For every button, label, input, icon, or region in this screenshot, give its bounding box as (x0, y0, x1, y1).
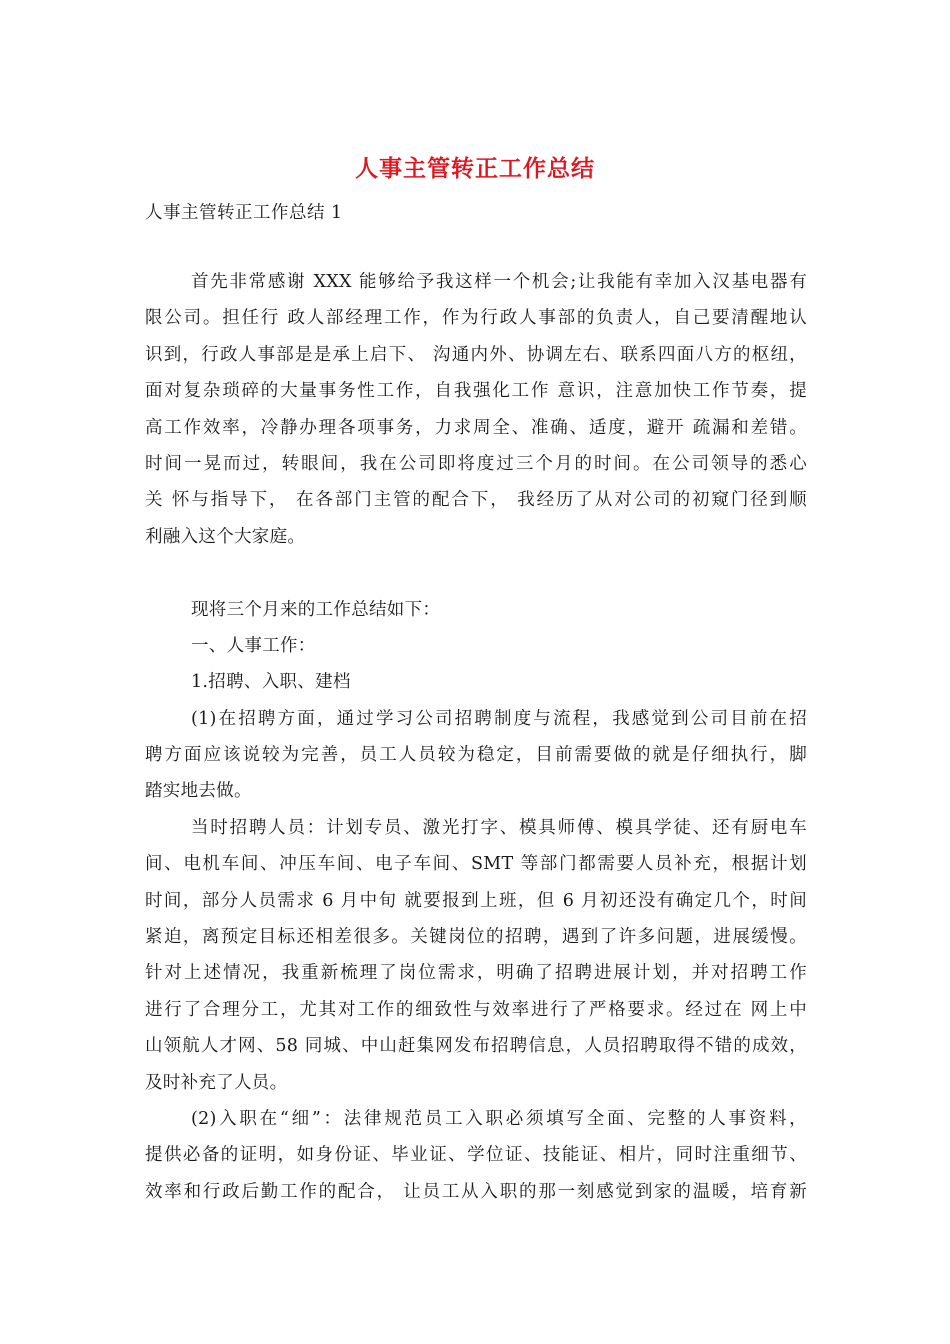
text-line: (2)入职在“细”：法律规范员工入职必须填写全面、完整的人事资料， (191, 1108, 807, 1129)
text-line: (1)在招聘方面，通过学习公司招聘制度与流程，我感觉到公司目前在招 (191, 708, 807, 729)
text-line: 识到，行政人事部是是承上启下、 沟通内外、协调左右、联系四面八方的枢纽， (145, 344, 807, 365)
text-line: 首先非常感谢 XXX 能够给予我这样一个机会;让我能有幸加入汉基电器有 (191, 272, 807, 292)
text-line: 山领航人才网、58 同城、中山赶集网发布招聘信息，人员招聘取得不错的成效， (145, 1036, 807, 1057)
document-title: 人事主管转正工作总结 (355, 155, 595, 182)
text-line: 关 怀与指导下， 在各部门主管的配合下， 我经历了从对公司的初窥门径到顺 (145, 490, 807, 511)
text-line: 紧迫，离预定目标还相差很多。关键岗位的招聘，遇到了许多问题，进展缓慢。 (145, 927, 807, 948)
document-subtitle: 人事主管转正工作总结 1 (145, 203, 343, 223)
text-line: 及时补充了人员。 (145, 1072, 288, 1093)
text-line: 利融入这个大家庭。 (145, 526, 306, 547)
text-line: 当时招聘人员：计划专员、激光打字、模具师傅、模具学徒、还有厨电车 (191, 817, 807, 838)
text-line: 面对复杂琐碎的大量事务性工作，自我强化工作 意识，注意加快工作节奏，提 (145, 381, 807, 402)
text-line: 提供必备的证明，如身份证、毕业证、学位证、技能证、相片，同时注重细节、 (145, 1145, 807, 1166)
text-line: 聘方面应该说较为完善，员工人员较为稳定，目前需要做的就是仔细执行，脚 (145, 745, 807, 766)
text-line: 针对上述情况，我重新梳理了岗位需求，明确了招聘进展计划，并对招聘工作 (145, 963, 807, 984)
text-line: 1.招聘、入职、建档 (191, 672, 351, 693)
text-line: 踏实地去做。 (145, 781, 252, 802)
document-body (145, 264, 807, 1210)
text-line: 间、电机车间、冲压车间、电子车间、SMT 等部门都需要人员补充，根据计划 (145, 854, 807, 875)
text-line: 进行了合理分工，尤其对工作的细致性与效率进行了严格要求。经过在 网上中 (145, 999, 807, 1020)
paragraph-gap (145, 555, 807, 591)
text-line: 效率和行政后勤工作的配合， 让员工从入职的那一刻感觉到家的温暖，培育新 (145, 1181, 807, 1202)
text-line: 限公司。担任行 政人部经理工作，作为行政人事部的负责人，自己要清醒地认 (145, 308, 807, 329)
text-line: 一、人事工作： (191, 635, 316, 656)
text-line: 现将三个月来的工作总结如下： (191, 599, 441, 620)
text-line: 时间，部分人员需求 6 月中旬 就要报到上班，但 6 月初还没有确定几个，时间 (145, 890, 807, 911)
text-line: 时间一晃而过，转眼间，我在公司即将度过三个月的时间。在公司领导的悉心 (145, 453, 807, 474)
text-line: 高工作效率，冷静办理各项事务，力求周全、准确、适度，避开 疏漏和差错。 (145, 417, 807, 438)
